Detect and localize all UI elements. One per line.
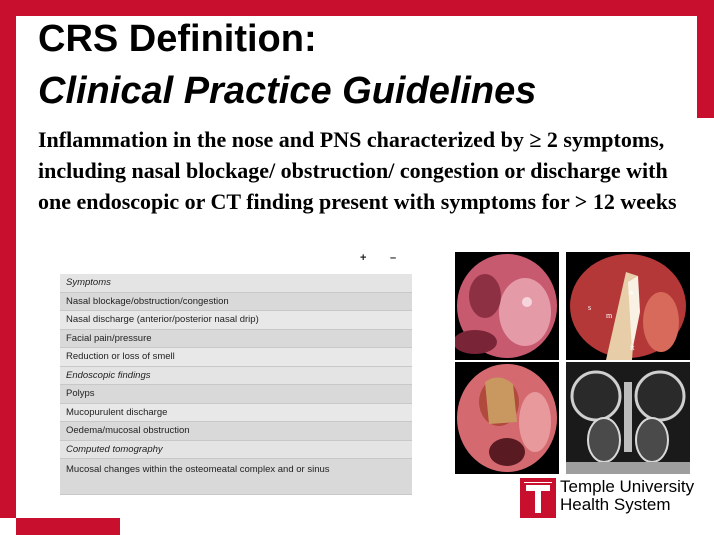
table-row: Mucosal changes within the osteomeatal complex and or sinus bbox=[60, 459, 412, 495]
label-s: s bbox=[588, 303, 592, 312]
endoscopy-image-labeled bbox=[566, 252, 690, 360]
plus-column-header: + bbox=[360, 252, 367, 264]
table-row: Mucopurulent discharge bbox=[60, 404, 412, 423]
endoscopy-polyp-graphic bbox=[455, 252, 559, 360]
label-asterisk: * bbox=[628, 287, 634, 301]
left-accent-band bbox=[0, 0, 16, 518]
ct-scan-image bbox=[566, 362, 690, 474]
table-row-section: Symptoms bbox=[60, 274, 412, 293]
endoscopy-image-polyp bbox=[455, 252, 559, 360]
ct-scan-graphic bbox=[566, 362, 690, 474]
slide-subtitle: Clinical Practice Guidelines bbox=[38, 70, 537, 112]
criteria-table bbox=[60, 252, 412, 496]
minus-column-header: – bbox=[390, 252, 397, 264]
logo-text-line1: Temple University bbox=[560, 477, 695, 496]
label-m: m bbox=[606, 311, 613, 320]
endoscopy-discharge-graphic bbox=[455, 362, 559, 474]
table-row: Oedema/mucosal obstruction bbox=[60, 422, 412, 441]
table-row-section: Computed tomography bbox=[60, 441, 412, 460]
table-header bbox=[360, 252, 412, 266]
temple-logo-icon bbox=[520, 478, 556, 518]
definition-text: Inflammation in the nose and PNS characterized by ≥ 2 symptoms, including nasal blockage/ obstruction/ congestion or discharge with one endoscopic or CT finding present with symptoms for > 12 weeks bbox=[38, 127, 677, 214]
table-row-section: Endoscopic findings bbox=[60, 367, 412, 386]
table-body bbox=[60, 274, 412, 495]
table-row: Facial pain/pressure bbox=[60, 330, 412, 349]
label-it: it bbox=[630, 343, 635, 352]
table-row: Nasal discharge (anterior/posterior nasal drip) bbox=[60, 311, 412, 330]
logo-text-line2: Health System bbox=[560, 495, 671, 514]
table-row: Reduction or loss of smell bbox=[60, 348, 412, 367]
bottom-accent-band bbox=[16, 518, 120, 535]
slide-title: CRS Definition: bbox=[38, 18, 317, 60]
endoscopy-image-discharge bbox=[455, 362, 559, 474]
right-accent-band bbox=[697, 0, 714, 118]
top-accent-band bbox=[0, 0, 714, 16]
table-row: Nasal blockage/obstruction/congestion bbox=[60, 293, 412, 312]
endoscopy-labeled-graphic bbox=[566, 252, 690, 360]
table-row: Polyps bbox=[60, 385, 412, 404]
